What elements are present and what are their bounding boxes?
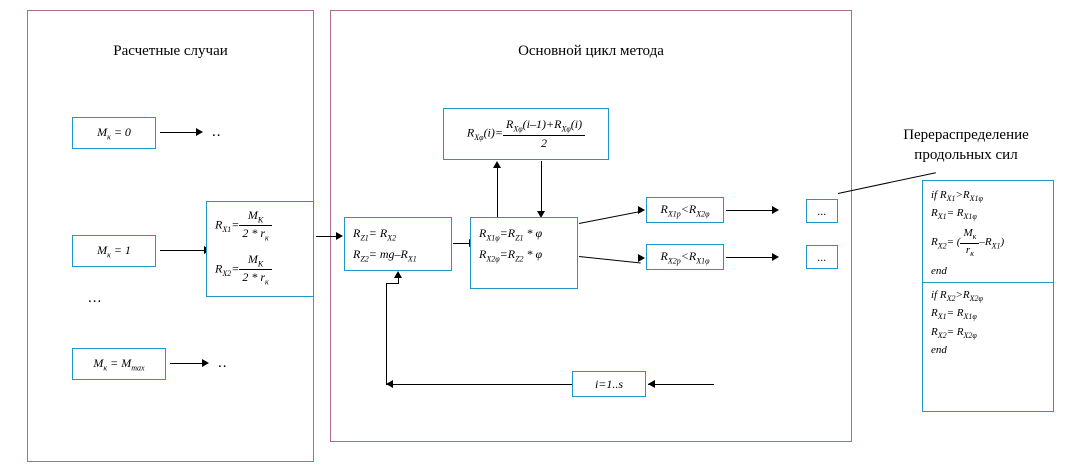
cmp-bot-b: R <box>688 248 697 263</box>
arrow-head-case-zero <box>196 128 203 136</box>
redist-line-4 <box>931 324 1045 342</box>
redist-end-1: end <box>931 264 947 277</box>
rx2-den <box>239 270 271 287</box>
avg-num-b-arg: (i) <box>570 117 583 132</box>
rz-line-1 <box>353 224 443 245</box>
redist-if1-b-sub: Х1φ <box>969 194 983 204</box>
redist-line-1 <box>931 205 1045 223</box>
case-mk-max-eq: = M <box>110 355 132 370</box>
redist-if1-op: >R <box>955 189 970 201</box>
avg-lhs: R <box>466 125 475 140</box>
phi1-lhs: R <box>479 226 487 240</box>
cmp-top-b: R <box>688 201 697 216</box>
phi1-lhs-sub: Х1φ <box>486 233 500 243</box>
rx2-num-var: M <box>247 251 258 266</box>
cmp-bot-a-sub: Х2р <box>667 256 681 266</box>
case-mk-max-var: M <box>93 355 104 370</box>
case-mk-zero-text <box>97 125 131 141</box>
rx1-den <box>239 226 271 243</box>
arrow-head-rx-to-rz <box>336 232 343 240</box>
avg-num-a-arg: (i–1)+ <box>522 117 555 132</box>
rx2-num <box>239 252 271 270</box>
line-average-to-phi-down <box>541 161 542 211</box>
arrow-head-dots-top <box>772 206 779 214</box>
arrow-head-into-loop-box <box>648 380 655 388</box>
case-mk-one-sub: к <box>107 250 111 260</box>
arrow-line-case-max <box>170 363 202 364</box>
redist-end-2: end <box>931 343 947 356</box>
arrow-line-rz-to-phi <box>453 243 469 244</box>
line-loop-to-return <box>386 384 572 385</box>
phi1-op: * φ <box>526 226 543 240</box>
rx1-den-sub: к <box>265 233 269 243</box>
avg-num-a: R <box>506 117 514 132</box>
redist-l2-lhs-sub: Х2 <box>937 241 947 251</box>
avg-num-b-sub: Хφ <box>561 124 571 134</box>
redist-if2-a: if R <box>931 289 947 302</box>
average-expression <box>467 117 585 150</box>
redist-l1-rhs-sub: Х1φ <box>963 212 977 222</box>
panel-center-title: Основной цикл метода <box>518 43 664 59</box>
left-column-ellipsis: ... <box>88 290 103 306</box>
redist-l2-lhs: R <box>931 236 938 249</box>
line-into-loop-box <box>648 384 714 385</box>
phi2-mid-sub: Z2 <box>515 254 524 264</box>
rx1-num-var: M <box>247 208 258 222</box>
redist-if2-a-sub: Х2 <box>946 294 956 304</box>
case-mk-one-eq: = 1 <box>113 242 131 257</box>
panel-right-title-line1: Перераспределение <box>903 127 1029 143</box>
avg-num-b: R <box>554 117 562 132</box>
phi2-mid: =R <box>499 246 516 261</box>
redist-l2-num <box>960 227 979 243</box>
redist-l1-lhs-sub: Х1 <box>937 212 947 222</box>
rz-line-2 <box>353 245 443 266</box>
cmp-top-a: R <box>660 201 668 216</box>
redist-l2-close: ) <box>1000 236 1005 249</box>
case-max-dots: .. <box>218 355 228 371</box>
box-phi <box>470 217 578 289</box>
rx1-num-sub: К <box>257 215 264 225</box>
line-phi-to-average-up <box>497 167 498 217</box>
rx2-den-sub: к <box>265 277 269 287</box>
phi2-lhs-sub: Х2φ <box>486 254 500 264</box>
case-mk-zero-eq: = 0 <box>113 124 131 139</box>
case-mk-max-eq-sub: max <box>131 363 145 373</box>
rx-fraction-line-2 <box>215 252 305 288</box>
redist-l2-num-sub: к <box>972 232 977 242</box>
case-box-mk-zero <box>72 117 156 149</box>
box-redistribution <box>922 180 1054 412</box>
arrow-head-return-to-rz <box>394 271 402 278</box>
phi2-op: * φ <box>526 246 543 261</box>
rz1-rhs-sub: Х2 <box>387 233 397 243</box>
box-dots-bottom: ... <box>806 245 838 269</box>
phi1-mid-sub: Z1 <box>515 233 524 243</box>
redist-l2-den-sub: к <box>970 248 974 258</box>
rx1-num <box>239 208 271 226</box>
cmp-top-a-sub: Х1р <box>667 209 681 219</box>
redist-l2-den-var: r <box>965 243 971 256</box>
case-box-mk-one <box>72 235 156 267</box>
redist-l2-fraction <box>960 227 979 258</box>
rx2-lhs: R <box>215 261 223 276</box>
cmp-bot-a: R <box>660 248 668 263</box>
avg-lhs-sub: Хφ <box>474 133 484 143</box>
box-rz <box>344 217 452 271</box>
redist-l4-rhs-sub: Х2φ <box>963 330 977 340</box>
rz2-rhs: = mg–R <box>368 246 408 261</box>
redist-l2-tail-sub: Х1 <box>991 241 1001 251</box>
redist-l2-eq: = ( <box>946 236 961 249</box>
case-mk-zero-var: M <box>97 124 108 139</box>
redist-l3-lhs: R <box>931 307 938 320</box>
phi-line-1 <box>479 224 569 245</box>
box-rx-fractions <box>206 201 314 297</box>
cmp-top-op: < <box>680 201 689 216</box>
case-mk-zero-sub: к <box>107 132 111 142</box>
redist-l3-rhs: = R <box>946 307 964 320</box>
arrow-line-case-zero <box>160 132 196 133</box>
box-loop-counter: i=1..s <box>572 371 646 397</box>
redist-if1-a-sub: Х1 <box>946 194 956 204</box>
arrow-head-average-up <box>493 161 501 168</box>
rx2-den-var: 2 * r <box>242 270 266 285</box>
avg-num-a-sub: Хφ <box>513 124 523 134</box>
avg-fraction <box>503 117 585 150</box>
rx-fraction-line-1 <box>215 208 305 244</box>
rx1-den-var: 2 * r <box>242 226 266 241</box>
redist-l2-num-var: M <box>963 227 973 240</box>
rz2-lhs: R <box>353 246 361 261</box>
redist-if1-a: if R <box>931 189 947 201</box>
arrow-head-cmp-top <box>638 206 645 214</box>
rz1-rhs: = R <box>368 226 388 240</box>
case-mk-max-sub: к <box>103 363 108 373</box>
cmp-bot-op: < <box>680 248 689 263</box>
box-compare-top <box>646 197 724 223</box>
rz1-lhs: R <box>353 226 361 240</box>
redist-if2-op: >R <box>955 289 970 302</box>
line-cmp-bottom-to-dots <box>726 257 772 258</box>
redist-if-1 <box>931 187 1045 205</box>
rx2-lhs-sub: Х2 <box>222 268 232 278</box>
panel-right-title-line2: продольных сил <box>914 147 1018 163</box>
redist-l1-rhs: = R <box>946 207 964 220</box>
redist-if2-b-sub: Х2φ <box>969 294 983 304</box>
phi1-mid: =R <box>499 226 516 240</box>
redist-line-3 <box>931 305 1045 323</box>
cmp-top-b-sub: Х2φ <box>696 209 710 219</box>
compare-bottom-text <box>661 249 710 265</box>
box-compare-bottom <box>646 244 724 270</box>
redist-l4-lhs-sub: Х2 <box>937 330 947 340</box>
redist-l1-lhs: R <box>931 207 938 220</box>
line-return-up-to-rz <box>398 277 399 284</box>
arrow-head-loop-return <box>386 380 393 388</box>
case-mk-max-text <box>93 356 144 372</box>
panel-left-title: Расчетные случаи <box>113 43 228 59</box>
phi-line-2 <box>479 245 569 266</box>
redist-l3-rhs-sub: Х1φ <box>963 312 977 322</box>
rx1-fraction <box>239 208 271 244</box>
redist-l2-den <box>960 244 979 259</box>
box-dots-top: ... <box>806 199 838 223</box>
arrow-head-case-max <box>202 359 209 367</box>
rx2-num-sub: К <box>257 259 264 269</box>
cmp-bot-b-sub: Х1φ <box>696 256 710 266</box>
case-mk-one-text <box>97 243 131 259</box>
rx2-fraction <box>239 252 271 288</box>
redist-if-2 <box>931 287 1045 305</box>
box-average-rx <box>443 108 609 160</box>
case-box-mk-max <box>72 348 166 380</box>
line-cmp-top-to-dots <box>726 210 772 211</box>
arrow-line-rx-to-rz <box>316 236 336 237</box>
avg-den: 2 <box>541 135 548 150</box>
redist-line-2 <box>931 227 1045 258</box>
case-zero-dots: .. <box>212 124 222 140</box>
case-mk-one-var: M <box>97 242 108 257</box>
redist-divider <box>923 282 1053 283</box>
avg-lhs-arg: (i)= <box>483 125 503 140</box>
arrow-head-dots-bottom <box>772 253 779 261</box>
arrow-line-case-one <box>160 250 204 251</box>
line-return-to-rz <box>386 283 398 284</box>
rx1-lhs-sub: Х1 <box>222 225 232 235</box>
redist-l4-lhs: R <box>931 325 938 338</box>
line-return-vertical <box>386 283 387 385</box>
avg-num <box>503 117 585 135</box>
rx2-eq: = <box>231 261 240 276</box>
rx1-eq: = <box>231 217 240 232</box>
rx1-lhs: R <box>215 217 223 232</box>
rz2-lhs-sub: Z2 <box>360 254 369 264</box>
compare-top-text <box>661 202 710 218</box>
rz1-lhs-sub: Z1 <box>360 233 369 243</box>
redist-l4-rhs: = R <box>946 325 964 338</box>
phi2-lhs: R <box>479 246 487 261</box>
redist-l2-tail: –R <box>979 236 992 249</box>
redist-l3-lhs-sub: Х1 <box>937 312 947 322</box>
arrow-head-cmp-bottom <box>638 254 645 262</box>
rz2-rhs-sub: Х1 <box>407 254 417 264</box>
